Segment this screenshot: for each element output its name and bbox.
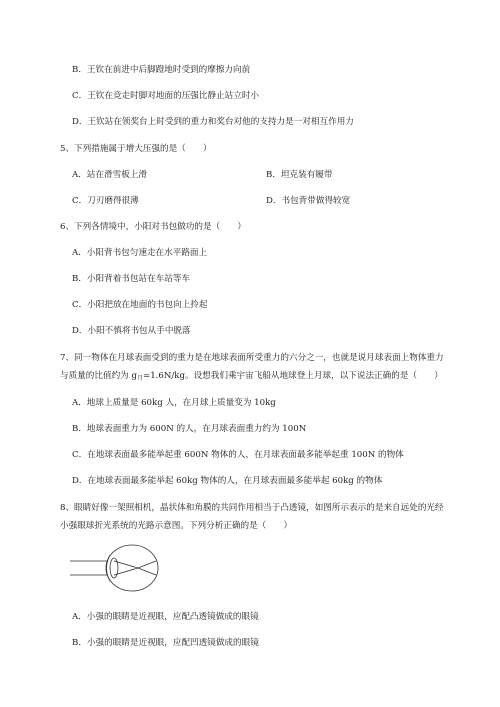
q7-option-d: D．在地球表面最多能举起 60kg 物体的人，在月球表面最多能举起 60kg 的物体 — [72, 476, 383, 486]
q6-stem: 6、下列各情境中，小阳对书包做功的是（ ） — [60, 222, 246, 232]
q6-option-c: C．小阳把放在地面的书包向上拎起 — [72, 300, 208, 310]
q7-stem-line1: 7、同一物体在月球表面受到的重力是在地球表面所受重力的六分之一，也就是说月球表面上物体重力 — [60, 353, 444, 363]
q7-option-b: B．地球表面重力为 600N 的人，在月球表面重力约为 100N — [72, 424, 307, 434]
q4-option-d: D．王钦站在领奖台上时受到的重力和奖台对他的支持力是一对相互作用力 — [72, 117, 354, 127]
q8-stem-line1: 8、眼睛好像一架照相机，晶状体和角膜的共同作用相当于凸透镜，如图所示表示的是来自远处的光经 — [60, 503, 444, 513]
q5-option-a: A．站在滑雪板上滑 — [72, 170, 147, 180]
q7-stem-line2: 与质量的比值约为 $g_月=1.6N/kg$。设想我们乘宇宙飞船从地球登上月球，以下说法正确的是（ ） — [60, 371, 443, 382]
cornea — [107, 555, 111, 581]
diverging-ray-bottom — [138, 568, 156, 575]
eye-ray-diagram — [70, 543, 180, 595]
q7-option-a: A．地球上质量是 60kg 人，在月球上质量变为 10kg — [72, 398, 276, 408]
q5-option-c: C．刀刃磨得很薄 — [72, 196, 139, 206]
diverging-ray-top — [138, 561, 156, 568]
q6-option-b: B．小阳背着书包站在车站等车 — [72, 274, 191, 284]
q8-option-b: B．小强的眼睛是近视眼，应配凹透镜做成的眼镜 — [72, 638, 259, 648]
q8-stem-line2: 小强眼球折光系统的光路示意图。下列分析正确的是（ ） — [60, 521, 293, 531]
q4-option-b: B．王钦在前进中后脚蹬地时受到的摩擦力向前 — [72, 65, 251, 75]
q8-option-a: A．小强的眼睛是近视眼，应配凸透镜做成的眼镜 — [72, 612, 259, 622]
q7-option-c: C．在地球表面最多能举起重 600N 物体的人，在月球表面最多能举起重 100N 的物体 — [72, 450, 404, 460]
q5-option-d: D．书包背带做得较宽 — [266, 196, 351, 206]
q6-option-d: D．小阳不慎将书包从手中脱落 — [72, 326, 191, 336]
q6-option-a: A．小阳背书包匀速走在水平路面上 — [72, 248, 208, 258]
q4-option-c: C．王钦在竞走时脚对地面的压强比静止站立时小 — [72, 91, 260, 101]
q5-option-b: B．坦克装有履带 — [266, 170, 333, 180]
q5-stem: 5、下列措施属于增大压强的是（ ） — [60, 144, 212, 154]
eyeball-outline — [106, 545, 158, 591]
